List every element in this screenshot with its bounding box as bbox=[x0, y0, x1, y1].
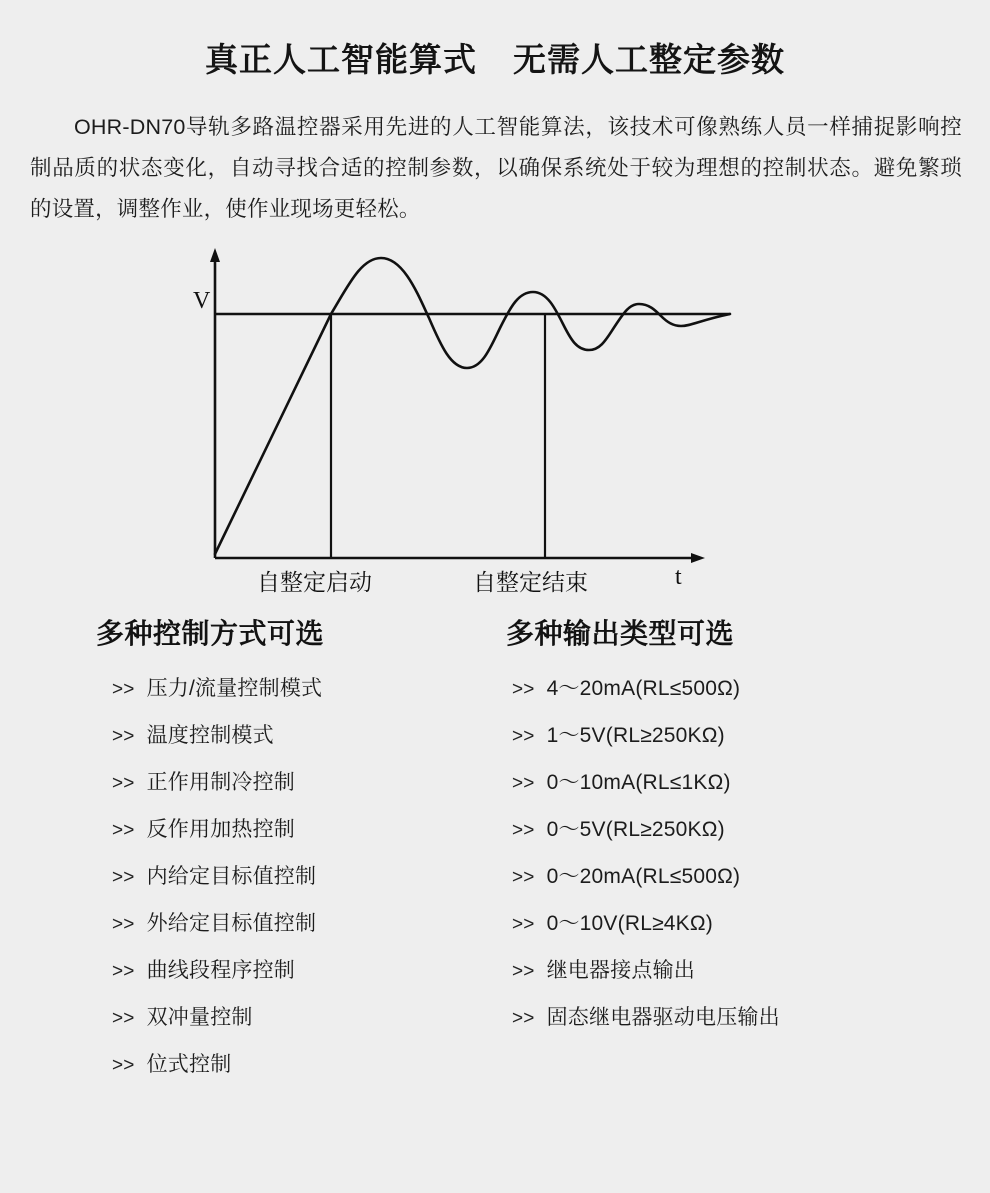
output-types-list bbox=[506, 666, 976, 1042]
list-item-label: 内给定目标值控制 bbox=[146, 865, 317, 888]
page-title-part2: 无需人工整定参数 bbox=[513, 41, 785, 78]
bullet-marker: >> bbox=[512, 961, 535, 982]
x-axis-arrow bbox=[691, 553, 705, 563]
list-item-label: 外给定目标值控制 bbox=[146, 912, 317, 935]
list-item bbox=[506, 854, 976, 901]
response-curve bbox=[215, 258, 730, 554]
list-item-label: 曲线段程序控制 bbox=[146, 959, 295, 982]
list-item-label: 0～10V(RL≥4KΩ) bbox=[546, 912, 713, 935]
chart-svg bbox=[185, 246, 805, 606]
list-item bbox=[506, 901, 976, 948]
bullet-marker: >> bbox=[112, 1008, 135, 1029]
bullet-marker: >> bbox=[112, 867, 135, 888]
bullet-marker: >> bbox=[112, 914, 135, 935]
autotune-response-chart bbox=[0, 246, 990, 606]
list-item bbox=[86, 901, 506, 948]
list-item-label: 0～5V(RL≥250KΩ) bbox=[546, 818, 725, 841]
list-item bbox=[86, 854, 506, 901]
output-types-column bbox=[506, 612, 976, 1089]
list-item bbox=[506, 807, 976, 854]
output-types-title: 多种输出类型可选 bbox=[506, 618, 735, 649]
list-item-label: 反作用加热控制 bbox=[146, 818, 295, 841]
list-item bbox=[86, 713, 506, 760]
list-item-label: 温度控制模式 bbox=[146, 724, 274, 747]
list-item-label: 压力/流量控制模式 bbox=[146, 677, 323, 700]
bullet-marker: >> bbox=[512, 726, 535, 747]
list-item bbox=[506, 995, 976, 1042]
bullet-marker: >> bbox=[112, 820, 135, 841]
bullet-marker: >> bbox=[112, 1055, 135, 1076]
list-item-label: 位式控制 bbox=[146, 1053, 232, 1076]
autotune-end-label: 自整定结束 bbox=[473, 569, 588, 595]
bullet-marker: >> bbox=[512, 1008, 535, 1029]
y-axis-label: V bbox=[193, 288, 211, 314]
list-item bbox=[86, 807, 506, 854]
bullet-marker: >> bbox=[112, 961, 135, 982]
list-item bbox=[506, 713, 976, 760]
list-item-label: 1～5V(RL≥250KΩ) bbox=[546, 724, 725, 747]
autotune-start-label: 自整定启动 bbox=[257, 569, 372, 595]
list-item bbox=[86, 995, 506, 1042]
list-item bbox=[506, 948, 976, 995]
bullet-marker: >> bbox=[512, 867, 535, 888]
control-modes-list bbox=[86, 666, 506, 1089]
list-item-label: 0～10mA(RL≤1KΩ) bbox=[546, 771, 731, 794]
list-item bbox=[506, 760, 976, 807]
list-item-label: 4～20mA(RL≤500Ω) bbox=[546, 677, 741, 700]
feature-columns bbox=[0, 612, 990, 1089]
bullet-marker: >> bbox=[112, 679, 135, 700]
page-title bbox=[0, 0, 990, 81]
x-axis-label: t bbox=[675, 564, 682, 590]
list-item bbox=[506, 666, 976, 713]
list-item bbox=[86, 666, 506, 713]
list-item bbox=[86, 1042, 506, 1089]
bullet-marker: >> bbox=[512, 820, 535, 841]
bullet-marker: >> bbox=[512, 773, 535, 794]
list-item-label: 固态继电器驱动电压输出 bbox=[546, 1006, 780, 1029]
bullet-marker: >> bbox=[112, 726, 135, 747]
page-title-part1: 真正人工智能算式 bbox=[205, 41, 477, 78]
list-item-label: 双冲量控制 bbox=[146, 1006, 253, 1029]
control-modes-title: 多种控制方式可选 bbox=[96, 618, 325, 649]
list-item bbox=[86, 948, 506, 995]
y-axis-arrow bbox=[210, 248, 220, 262]
list-item bbox=[86, 760, 506, 807]
control-modes-column bbox=[86, 612, 506, 1089]
bullet-marker: >> bbox=[512, 914, 535, 935]
list-item-label: 0～20mA(RL≤500Ω) bbox=[546, 865, 741, 888]
bullet-marker: >> bbox=[112, 773, 135, 794]
list-item-label: 继电器接点输出 bbox=[546, 959, 695, 982]
list-item-label: 正作用制冷控制 bbox=[146, 771, 295, 794]
intro-paragraph: OHR-DN70导轨多路温控器采用先进的人工智能算法，该技术可像熟练人员一样捕捉影响控制品质的状态变化，自动寻找合适的控制参数，以确保系统处于较为理想的控制状态。避免繁琐的设置，调整作业，使作业现场更轻松。 bbox=[30, 115, 962, 221]
bullet-marker: >> bbox=[512, 679, 535, 700]
